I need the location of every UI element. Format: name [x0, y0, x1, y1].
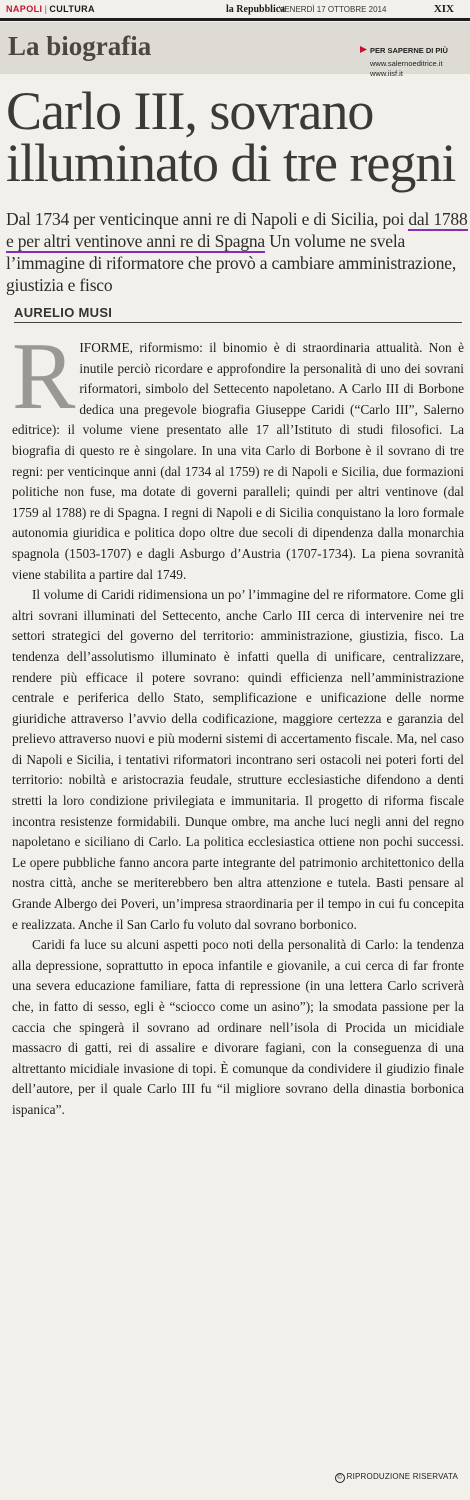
- city-label: NAPOLI: [6, 4, 43, 14]
- headline-line: Carlo III, sovrano: [6, 81, 374, 141]
- headline: [6, 81, 466, 193]
- section-divider: |: [44, 4, 48, 14]
- info-link[interactable]: www.iisf.it: [370, 69, 403, 78]
- info-title: PER SAPERNE DI PIÙ: [370, 46, 448, 55]
- info-box: [370, 46, 448, 79]
- byline-rule: [14, 322, 462, 323]
- drop-cap: R: [12, 323, 76, 429]
- lead-in: IFORME: [79, 340, 130, 355]
- paragraph: [12, 323, 464, 585]
- headline-line: illuminato di tre regni: [6, 133, 456, 193]
- section-label: [6, 4, 95, 14]
- header-rule: [0, 18, 470, 21]
- issue-date: VENERDÌ 17 OTTOBRE 2014: [279, 5, 387, 14]
- page-header: [4, 4, 464, 18]
- article-body: [12, 323, 464, 1121]
- info-link[interactable]: www.salernoeditrice.it: [370, 59, 443, 68]
- section-name: CULTURA: [49, 4, 95, 14]
- newspaper-name: la Repubblica: [226, 4, 286, 15]
- author-byline: AURELIO MUSI: [14, 305, 113, 320]
- copyright-notice: [335, 1472, 458, 1483]
- copyright-mark: ©: [335, 1473, 345, 1483]
- paragraph: Caridi fa luce su alcuni aspetti poco noti della personalità di Carlo: la tendenza alla depressione, soprattutto in epoca infantile e giovanile, a cui cerca di far fronte una severa educazione familiare, fatta di repressione (in una lettera Carlo scriverà che, in fatto di sesso, egli è “sciocco come un asino”); la smodata passione per la caccia che spingerà il sovrano ad ordinare nell’isola di Procida un micidiale massacro di gatti, rei di assalire e divorare fagiani, con la conseguenza di una altrettanto micidiale invasione di topi. È comunque da condividere il giudizio finale dell’autore, per il quale Carlo III fu “il migliore sovrano della dinastia borbonica ispanica”.: [12, 937, 464, 1117]
- subhead-text: Dal 1734 per venticinque anni re di Napoli e di Sicilia,: [6, 209, 379, 229]
- copyright-text: RIPRODUZIONE RISERVATA: [346, 1472, 458, 1481]
- page-number: XIX: [433, 3, 454, 15]
- subhead-underlined: dal 1788 e per altri ventinove anni re di Spagna: [6, 209, 468, 251]
- paragraph-text: , riformismo: il binomio è di straordinaria attualità. Non è inutile perciò ricordare e approfondire la personalità di uno dei sovrani riformatori, simbolo del Settecento napoletano. A Carlo III di Borbone dedica una pregevole biografia Giuseppe Caridi (“Carlo III”, Salerno editrice): il volume viene presentato alle 17 all’Istituto di studi filosofici. La biografia di questo re è singolare. In una vita Carlo di Borbone è il sovrano di tre regni: per venticinque anni (dal 1734 al 1759) re di Napoli e Sicilia, due formazioni politiche non fuse, ma dotate di governi paralleli; quindi per altri ventinove (dal 1759 al 1788) re di Spagna. I regni di Napoli e di Sicilia conquistano la loro formale autonomia giuridica e politica dopo oltre due secoli di dipendenza dalla monarchia spagnola (1503-1707) e dagli Asburgo d’Austria (1707-1734). La piena sovranità viene stabilita a partire dal 1749.: [12, 340, 464, 582]
- kicker-label: La biografia: [8, 31, 152, 61]
- subhead-text: Un volume ne svela l’immagine di riformatore che provò a cambiare amministrazione, giustizia e fisco: [6, 231, 456, 295]
- subhead-text: poi: [382, 209, 409, 229]
- paragraph: Il volume di Caridi ridimensiona un po’ l’immagine del re riformatore. Come gli altri sovrani illuminati del Settecento, anche Carlo III cerca di intervenire nei tre settori strategici del governo del territorio: amministrazione, giustizia, fisco. La tendenza dell’assolutismo illuminato è infatti quella di unificare, centralizzare, rendere più efficace il potere sovrano: quindi efficienza nell’amministrazione centrale e periferica dello Stato, semplificazione e unificazione delle norme giuridiche attraverso l’avvio della codificazione, maggiore certezza e garanzia del prelievo attraverso nuovi e più moderni sistemi di accertamento fiscale. Ma, nel caso di Napoli e Sicilia, i tentativi riformatori incontrano seri ostacoli nei poteri forti del territorio: nobiltà e aristocrazia feudale, strutture ecclesiastiche difendono a denti stretti la loro condizione privilegiata e immunitaria. Il progetto di riforma fiscale incontra resistenze formidabili. Dunque ombre, ma anche luci negli anni del regno napoletano e siciliano di Carlo. La politica ecclesiastica ottiene non pochi successi. Le opere pubbliche fanno ancora parte integrante del patrimonio architettonico della nostra città, anche se meriterebbero ben altra attenzione e tutela. Basti pensare al Grande Albergo dei Poveri, un’impresa straordinaria per il tempo in cui fu concepita e realizzata. Anche il San Carlo fu voluto dal sovrano borbonico.: [12, 587, 464, 932]
- subheadline: [6, 208, 468, 296]
